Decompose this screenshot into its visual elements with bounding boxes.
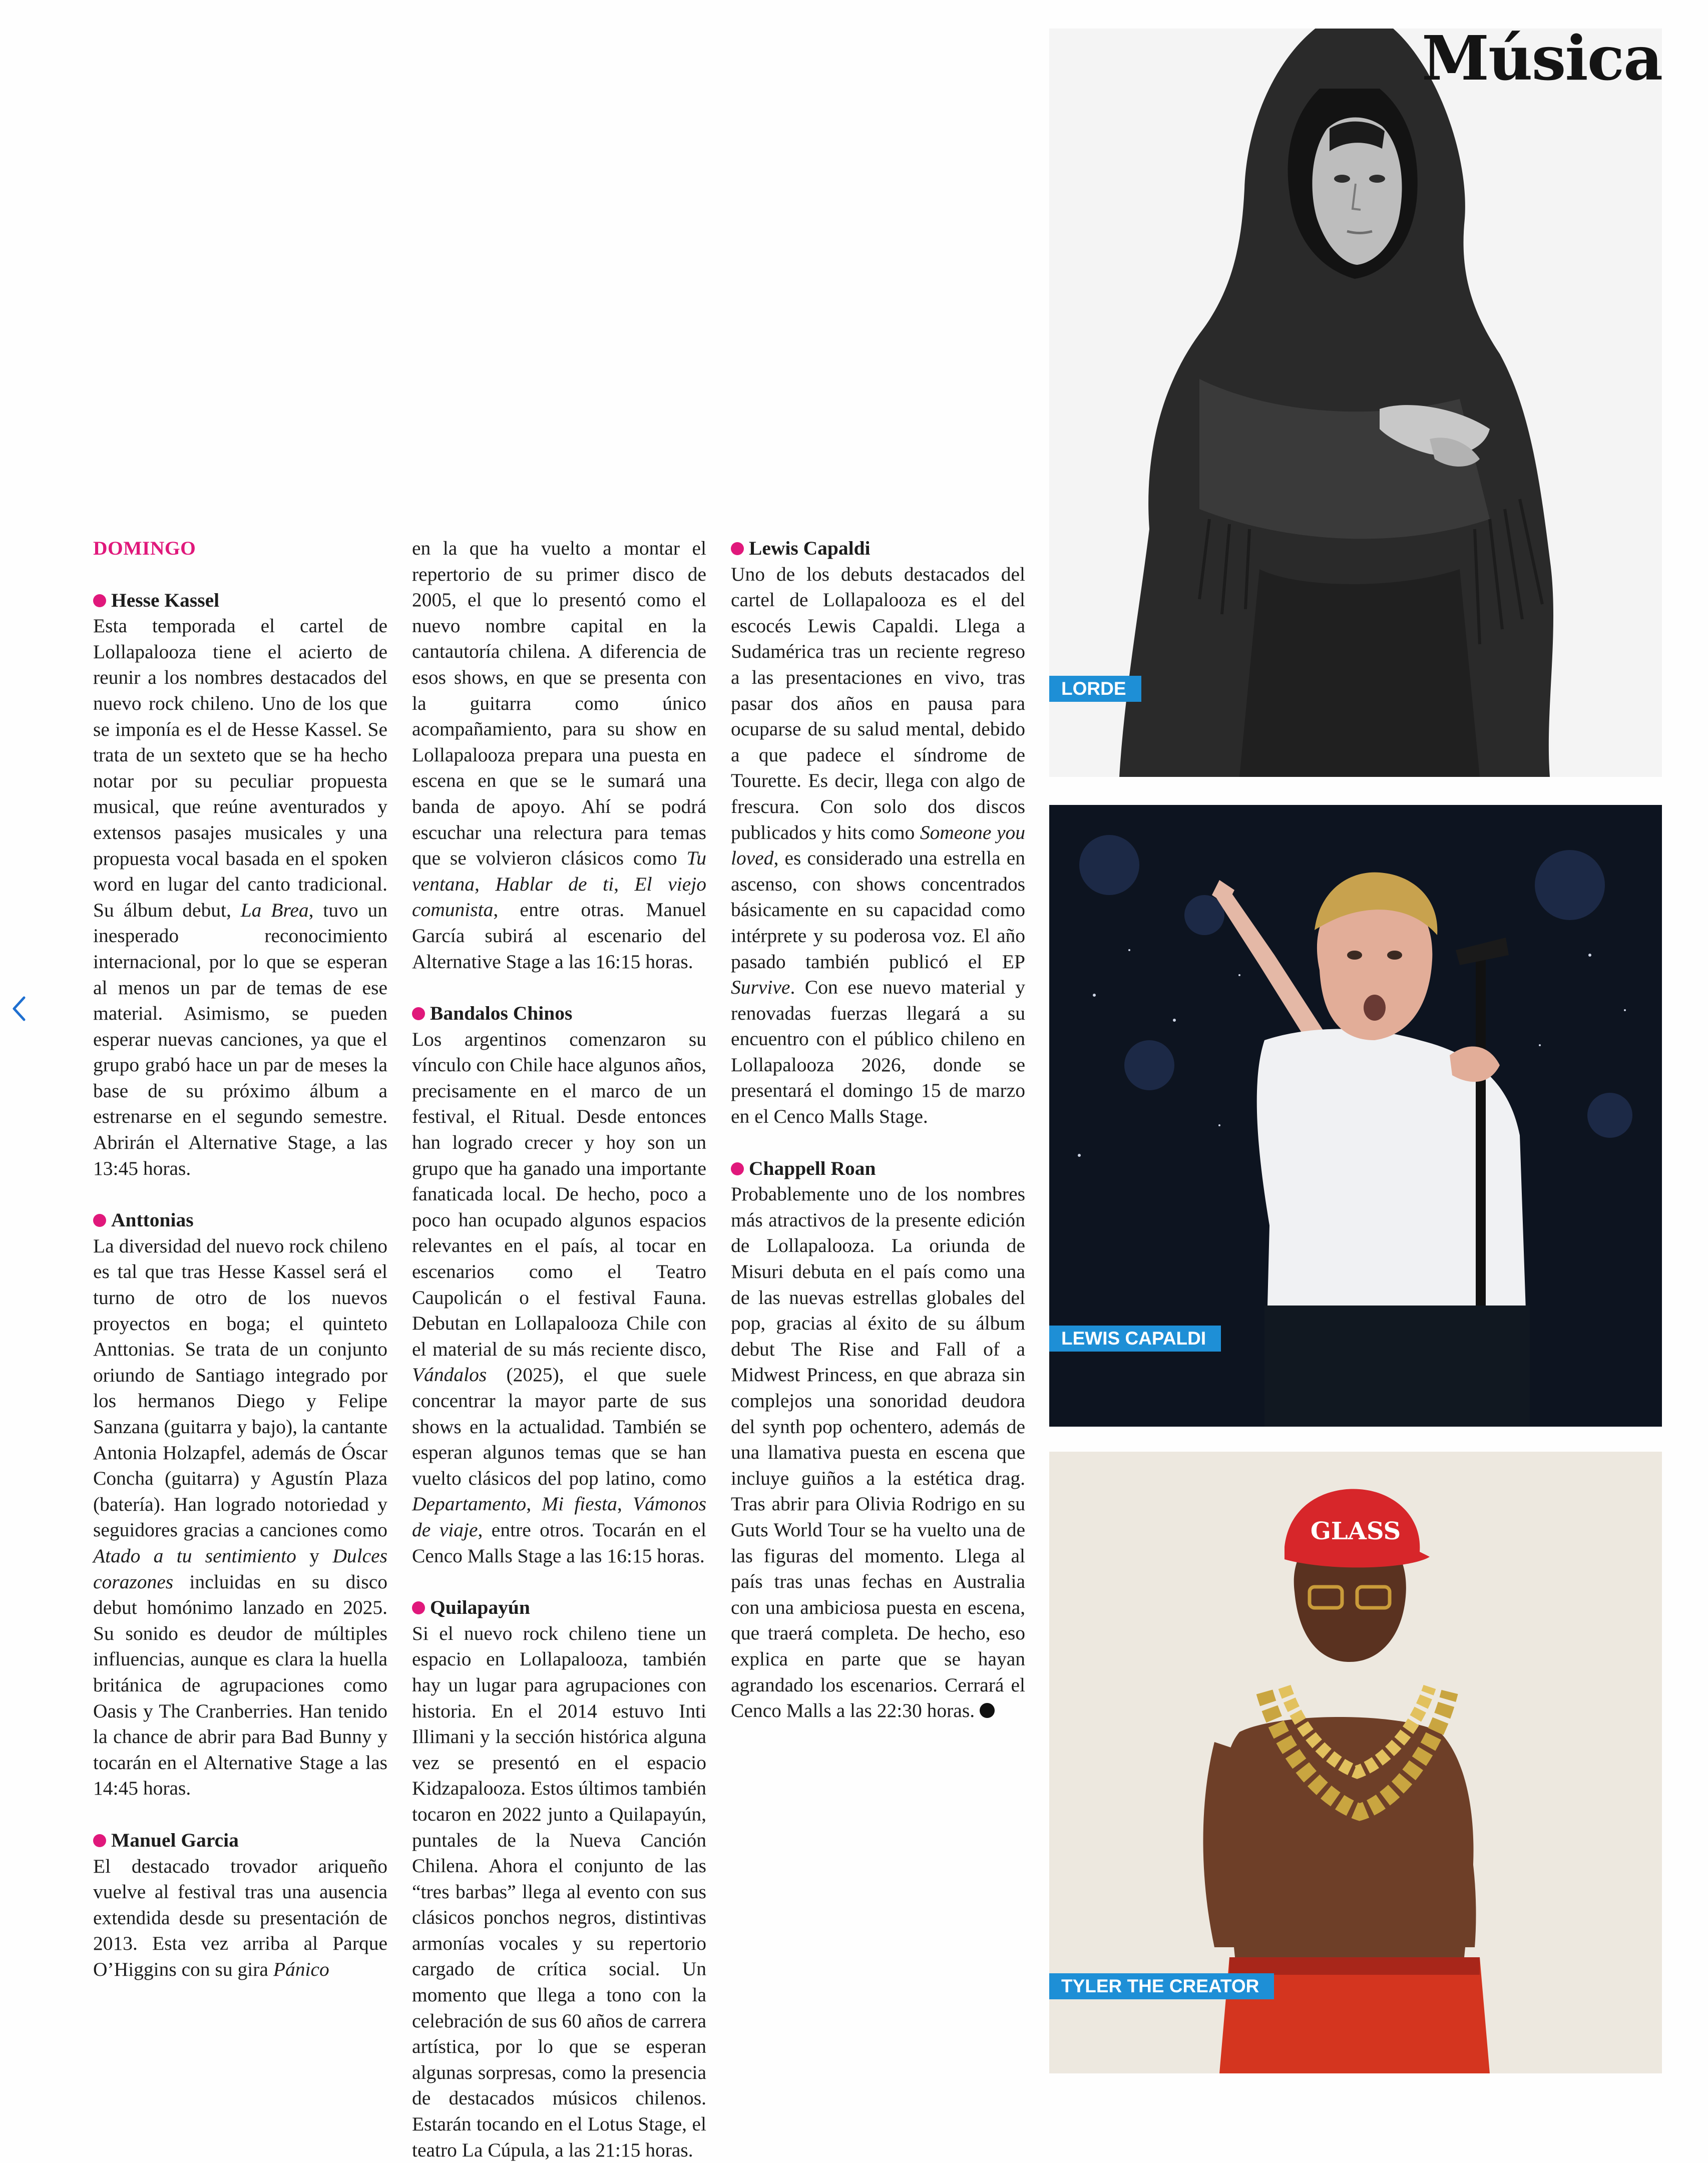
photo-caption-lorde: LORDE — [1049, 676, 1141, 702]
article-manuel-garcia-start: Manuel Garcia El destacado trovador ariqueño vuelve al festival tras una ausencia extendida desde su presentación de 2013. Esta vez arriba al Parque O’Higgins con su gira Pánico — [93, 1828, 387, 1983]
lorde-photo — [1049, 29, 1662, 777]
bullet-dot-icon — [93, 594, 106, 607]
bullet-dot-icon — [412, 1601, 425, 1614]
article-quilapayun: Quilapayún Si el nuevo rock chileno tiene un espacio en Lollapalooza, también hay un lugar para agrupaciones con historia. En el 2014 estuvo Inti Illimani y la sección histórica alguna vez se presentó en el espacio Kidzapalooza. Estos últimos también tocaron en 2022 junto a Quilapayún, puntales de la Nueva Canción Chilena. Ahora el conjunto de las “tres barbas” llega al evento con sus clásicos ponchos negros, distintivas armonías vocales y su repertorio cargado de crítica social. Un momento que llega a tono con la celebración de sus 60 años de carrera artística, por lo que se esperan algunas sorpresas, como la presencia de destacados músicos chilenos. Estarán tocando en el Lotus Stage, el teatro La Cúpula, a las 21:15 horas. — [412, 1595, 706, 2163]
bullet-dot-icon — [731, 1162, 744, 1175]
artist-heading: Lewis Capaldi — [731, 536, 1025, 562]
article-bandalos-chinos: Bandalos Chinos Los argentinos comenzaron su vínculo con Chile hace algunos años, precisamente en el marco de un festival, el Ritual. Desde entonces han logrado crecer y hoy son un grupo que ha ganado una importante fanaticada local. De hecho, poco a poco han ocupado algunos espacios relevantes en el país, al tocar en escenarios como el Teatro Caupolicán o el festival Fauna. Debutan en Lollapalooza Chile con el material de su más reciente disco, Vándalos (2025), el que suele concentrar la mayor parte de sus shows en la actualidad. También se esperan algunos temas que se han vuelto clásicos del pop latino, como Departamento, Mi fiesta, Vámonos de viaje, entre otros. Tocarán en el Cenco Malls Stage a las 16:15 horas. — [412, 1001, 706, 1569]
article-chappell-roan: Chappell Roan Probablemente uno de los nombres más atractivos de la presente edición de Lollapalooza. La oriunda de Misuri debuta en el país como una de las nuevas estrellas globales del pop, gracias al éxito de su álbum debut The Rise and Fall of a Midwest Princess, en que abraza sin complejos una sonoridad deudora del synth pop ochentero, además de una llamativa puesta en escena que incluye guiños a la estética drag. Tras abrir para Olivia Rodrigo en su Guts World Tour se ha vuelto una de las figuras del momento. Llega al país tras unas fechas en Australia con una ambiciosa puesta en escena, que traerá completa. De hecho, eso explica en parte que se hayan agrandado los escenarios. Cerrará el Cenco Malls a las 22:30 horas. — [731, 1156, 1025, 1724]
artist-heading: Quilapayún — [412, 1595, 706, 1621]
article-column-2 — [412, 536, 706, 2163]
photo-caption-lewis-capaldi: LEWIS CAPALDI — [1049, 1326, 1221, 1352]
artist-heading: Manuel Garcia — [93, 1828, 387, 1854]
section-title: Música — [1422, 29, 1662, 94]
day-label: DOMINGO — [93, 537, 196, 559]
artist-heading: Bandalos Chinos — [412, 1001, 706, 1027]
end-mark-icon — [980, 1703, 995, 1718]
bullet-dot-icon — [93, 1214, 106, 1227]
tyler-the-creator-photo — [1049, 1452, 1662, 2073]
day-label-block — [93, 536, 387, 562]
chevron-left-icon[interactable] — [9, 994, 29, 1024]
article-column-1 — [93, 536, 387, 1982]
article-anttonias: Anttonias La diversidad del nuevo rock chileno es tal que tras Hesse Kassel será el turno de otro de los nuevos proyectos en boga; el quinteto Anttonias. Se trata de un conjunto oriundo de Santiago integrado por los hermanos Diego y Felipe Sanzana (guitarra y bajo), la cantante Antonia Holzapfel, además de Óscar Concha (guitarra) y Agustín Plaza (batería). Han logrado notoriedad y seguidores gracias a canciones como Atado a tu sentimiento y Dulces corazones incluidas en su disco debut homónimo lanzado en 2025. Su sonido es deudor de múltiples influencias, aunque es clara la huella británica de agrupaciones como Oasis y The Cranberries. Han tenido la chance de abrir para Bad Bunny y tocarán en el Alternative Stage a las 14:45 horas. — [93, 1207, 387, 1802]
artist-heading: Chappell Roan — [731, 1156, 1025, 1182]
artist-heading: Anttonias — [93, 1207, 387, 1233]
article-hesse-kassel: Hesse Kassel Esta temporada el cartel de Lollapalooza tiene el acierto de reunir a los nombres destacados del nuevo rock chileno. Uno de los que se imponía es el de Hesse Kassel. Se trata de un sexteto que se ha hecho notar por su peculiar propuesta musical, que reúne aventurados y extensos pasajes musicales y una propuesta vocal basada en el spoken word en lugar del canto tradicional. Su álbum debut, La Brea, tuvo un inesperado reconocimiento internacional, por lo que se esperan al menos un par de temas de ese material. Asimismo, se pueden esperar nuevas canciones, ya que el grupo grabó hace un par de meses la base de su próximo álbum a estrenarse en el segundo semestre. Abrirán el Alternative Stage, a las 13:45 horas. — [93, 588, 387, 1182]
bullet-dot-icon — [412, 1007, 425, 1020]
bullet-dot-icon — [731, 542, 744, 555]
bullet-dot-icon — [93, 1834, 106, 1847]
hat-text: GLASS — [1310, 1517, 1401, 1545]
lorde-illustration — [1049, 29, 1662, 777]
article-column-3 — [731, 536, 1025, 1724]
photo-caption-tyler-the-creator: TYLER THE CREATOR — [1049, 1973, 1274, 1999]
artist-heading: Hesse Kassel — [93, 588, 387, 614]
article-lewis-capaldi: Lewis Capaldi Uno de los debuts destacados del cartel de Lollapalooza es el del escocés Lewis Capaldi. Llega a Sudamérica tras un reciente regreso a las presentaciones en vivo, tras pasar dos años en pausa para ocuparse de su salud mental, debido a que padece el síndrome de Tourette. Es decir, llega con algo de frescura. Con solo dos discos publicados y hits como Someone you loved, es considerado una estrella en ascenso, con shows concentrados básicamente en su capacidad como intérprete y su poderosa voz. El año pasado también publicó el EP Survive. Con ese nuevo material y renovadas fuerzas llegará a su encuentro con el público chileno en Lollapalooza 2026, donde se presentará el domingo 15 de marzo en el Cenco Malls Stage. — [731, 536, 1025, 1130]
article-manuel-garcia-cont: en la que ha vuelto a montar el repertorio de su primer disco de 2005, el que lo presentó como el nuevo nombre capital en la cantautoría chilena. A diferencia de esos shows, en que se presenta con la guitarra como único acompañamiento, para su show en Lollapalooza prepara una puesta en escena en que se le sumará una banda de apoyo. Ahí se podrá escuchar una relectura para temas que se volvieron clásicos como Tu ventana, Hablar de ti, El viejo comunista, entre otras. Manuel García subirá al escenario del Alternative Stage a las 16:15 horas. — [412, 537, 706, 973]
lewis-capaldi-photo — [1049, 805, 1662, 1427]
